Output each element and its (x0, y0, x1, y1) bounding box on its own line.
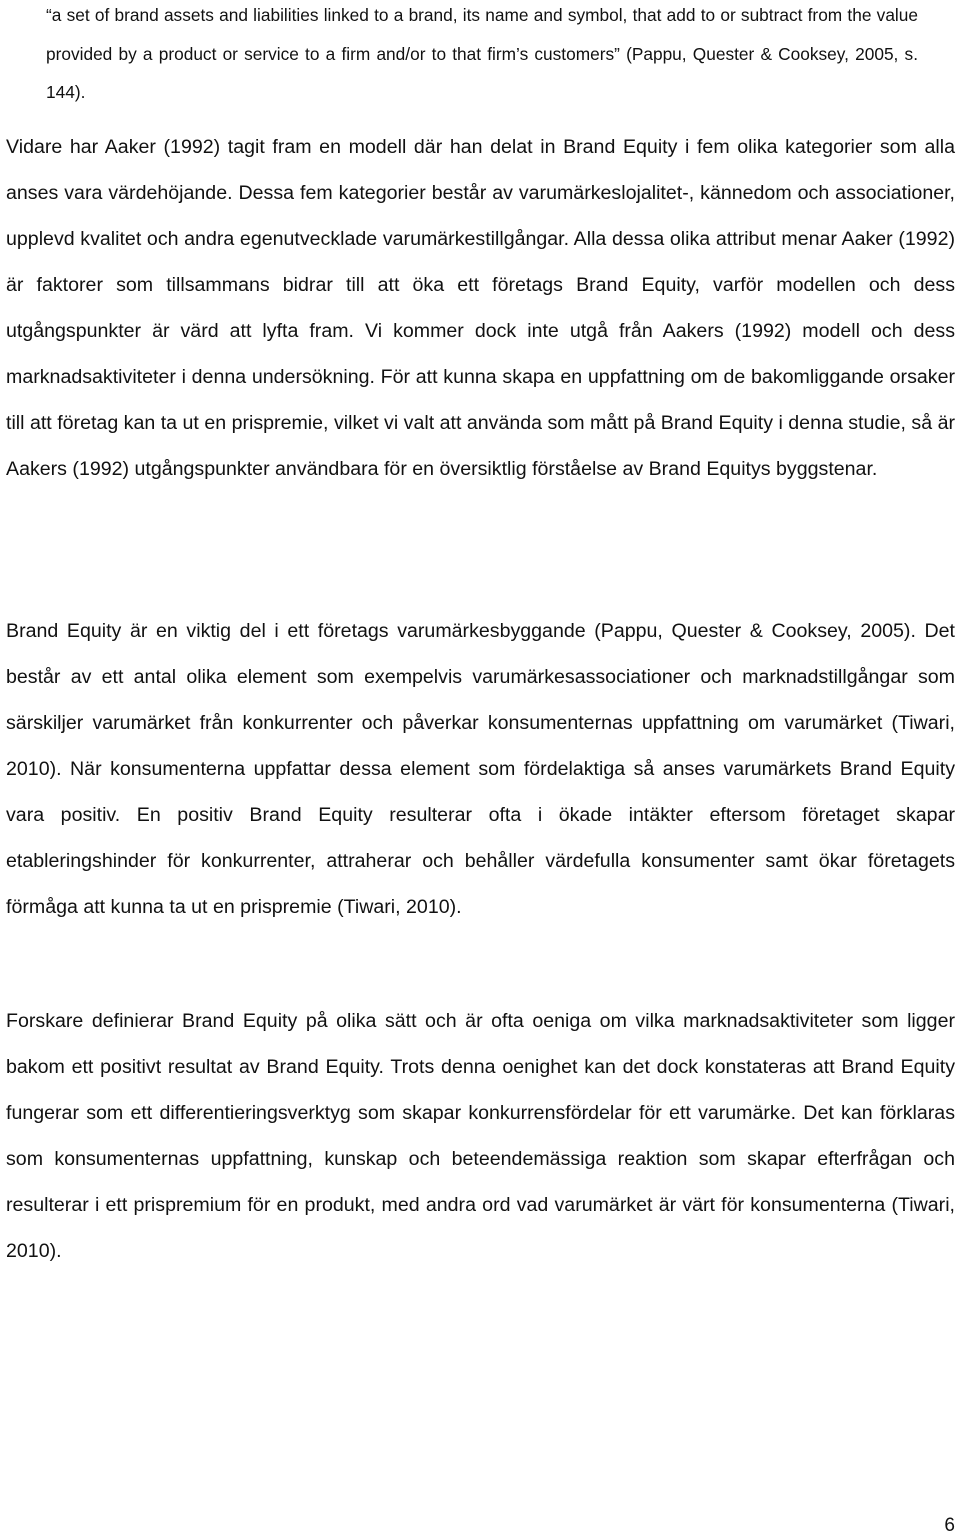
paragraph-3: Forskare definierar Brand Equity på olika sätt och är ofta oeniga om vilka marknadsaktiviteter som ligger bakom ett positivt resultat av Brand Equity. Trots denna oenighet kan det dock konstateras att Brand Equity fungerar som ett differentieringsverktyg som skapar konkurrensfördelar för ett varumärke. Det kan förklaras som konsumenternas uppfattning, kunskap och beteendemässiga reaktion som skapar efterfrågan och resulterar i ett prispremium för en produkt, med andra ord vad varumärket är värt för konsumenterna (Tiwari, 2010). (6, 1010, 955, 1262)
paragraph-1: Vidare har Aaker (1992) tagit fram en modell där han delat in Brand Equity i fem olika kategorier som alla anses vara värdehöjande. Dessa fem kategorier består av varumärkeslojalitet-, kännedom och associationer, upplevd kvalitet och andra egenutvecklade varumärkestillgångar. Alla dessa olika attribut menar Aaker (1992) är faktorer som tillsammans bidrar till att öka ett företags Brand Equity, varför modellen och dess utgångspunkter är värd att lyfta fram. Vi kommer dock inte utgå från Aakers (1992) modell och dess marknadsaktiviteter i denna undersökning. För att kunna skapa en uppfattning om de bakomliggande orsaker till att företag kan ta ut en prispremie, vilket vi valt att använda som mått på Brand Equity i denna studie, så är Aakers (1992) utgångspunkter användbara för en översiktlig förståelse av Brand Equitys byggstenar. (6, 136, 955, 480)
paragraph-2: Brand Equity är en viktig del i ett företags varumärkesbyggande (Pappu, Quester & Cooksey, 2005). Det består av ett antal olika element som exempelvis varumärkesassociationer och marknadstillgångar som särskiljer varumärket från konkurrenter och påverkar konsumenternas uppfattning om varumärket (Tiwari, 2010). När konsumenterna uppfattar dessa element som fördelaktiga så anses varumärkets Brand Equity vara positiv. En positiv Brand Equity resulterar ofta i ökade intäkter eftersom företaget skapar etableringshinder för konkurrenter, attraherar och behåller värdefulla konsumenter samt ökar företagets förmåga att kunna ta ut en prispremie (Tiwari, 2010). (6, 620, 955, 918)
page-number: 6 (944, 1515, 955, 1536)
quote-paragraph: “a set of brand assets and liabilities linked to a brand, its name and symbol, that add to or subtract from the value provided by a product or service to a firm and/or to that firm’s customers” (Pappu, Quester & Cooksey, 2005, s. 144). (46, 5, 918, 102)
